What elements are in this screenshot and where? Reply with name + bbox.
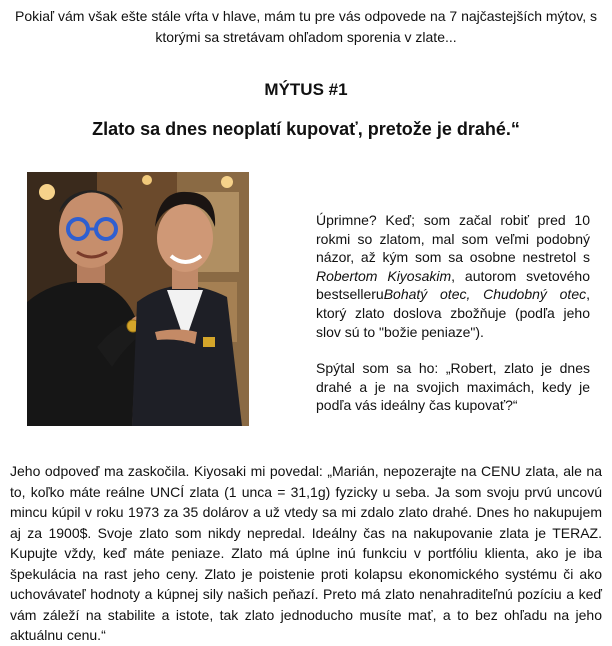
side-p1-part-b: , autorom svetového bestselleru	[316, 267, 590, 303]
side-p1-part-a: Úprimne? Keď; som začal robiť pred 10 rokmi so zlatom, mal som veľmi podobný názor, až kým som sa osobne nestretol s	[316, 212, 590, 266]
side-paragraph-2: Spýtal som sa ho: „Robert, zlato je dnes drahé a je na svojich maximách, kedy je podľa vás ideálny čas kupovať?“	[316, 360, 590, 414]
intro-text: Pokiaľ vám však ešte stále vŕta v hlave, mám tu pre vás odpovede na 7 najčastejších mýtov, s ktorými sa stretávam ohľadom sporenia v zlate...	[15, 8, 597, 45]
side-paragraph-1	[316, 211, 590, 341]
myth-statement: Zlato sa dnes neoplatí kupovať, pretože je drahé.“	[92, 119, 520, 139]
author-name: Robertom Kiyosakim	[316, 267, 452, 284]
photo-two-men-with-gold-coin	[27, 172, 249, 426]
book-title: Bohatý otec, Chudobný otec	[383, 286, 587, 303]
body-paragraph: Jeho odpoveď ma zaskočila. Kiyosaki mi povedal: „Marián, nepozerajte na CENU zlata, ale na to, koľko máte reálne UNCÍ zlata (1 unca = 31,1g) fyzicky u seba. Ja som svoju prvú uncovú mincu kúpil v roku 1973 za 35 dolárov a už vtedy sa mi zdalo zlato drahé. Dnes ho nakupujem aj za 1900$. Svoje zlato som nikdy nepredal. Ideálny čas na nakupovanie zlata je TERAZ. Kupujte vždy, keď máte peniaze. Zlato má úplne inú funkciu v portfóliu klienta, ako je iba špekulácia na rast jeho ceny. Zlato je poistenie proti kolapsu ekonomického systému či ako uchovávateľ hodnoty a kúpnej sily našich peňazí. Preto má zlato nenahraditeľnú pozíciu a keď vám záleží na stabilite a istote, tak zlato jednoducho musíte mať, a to bez ohľadu na jeho aktuálnu cenu.“	[10, 463, 602, 643]
myth-heading: MÝTUS #1	[264, 80, 348, 99]
side-text-block	[316, 211, 590, 433]
side-p1-part-c: , ktorý zlato doslova zbožňuje (podľa jeho slov sú to "božie peniaze").	[316, 286, 590, 340]
